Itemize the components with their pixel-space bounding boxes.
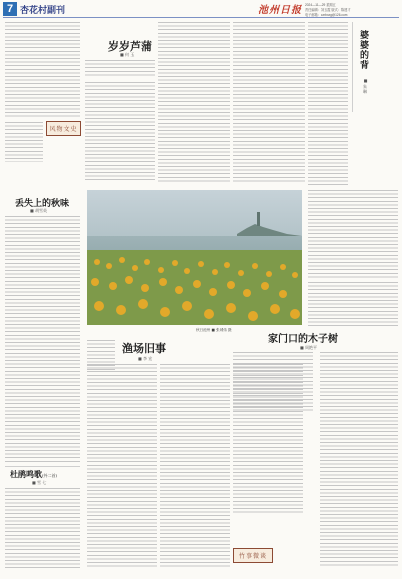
- date-line: 2024—11—29 星期五: [305, 3, 336, 7]
- column-text-suisui-b: [85, 82, 155, 182]
- scenic-photo: [87, 190, 302, 325]
- lake-flowers-image: [87, 190, 302, 325]
- column-text-yuchang-c: [160, 364, 230, 569]
- paper-logo: 池州日报: [258, 5, 302, 16]
- column-text-yuchang-b: [87, 364, 157, 569]
- section-divider: [5, 466, 80, 467]
- column-text-qiutian: [5, 216, 80, 463]
- photo-caption: 秋日池州 ■ 张城伟 摄: [196, 328, 232, 332]
- editor-line: 责任编辑：刘玉霞 版式：陈建才: [305, 8, 351, 12]
- column-text-poem-c: [308, 282, 398, 326]
- column-text-left-top: [5, 22, 80, 118]
- column-divider: [352, 22, 353, 112]
- column-text-muzishu-b: [320, 352, 398, 567]
- section-title: 杏花村副刊: [20, 6, 66, 16]
- column-text-poem-b: [308, 190, 398, 280]
- column-text-muzishu-a: [233, 352, 313, 412]
- article-title-suisui: 岁岁芦蒲: [108, 40, 152, 53]
- page-number: 7: [3, 2, 17, 16]
- column-text-suisui-d: [233, 22, 305, 184]
- byline-muzishu: ■ 周艳平: [300, 345, 318, 350]
- byline-yuchang: ■ 李 宏: [138, 356, 153, 361]
- byline-qiutian: ■ 胡雪英: [30, 208, 48, 213]
- article-title-yuchang: 渔场旧事: [122, 342, 166, 355]
- column-text-suisui-a: [85, 60, 155, 78]
- byline-dujuan: ■ 雪 七: [32, 480, 47, 485]
- article-title-qiutian: 丢失上的秋味: [15, 199, 70, 209]
- email-line: 电子邮箱：czrbxzg@126.com: [305, 13, 348, 17]
- article-title-muzishu: 家门口的木子树: [268, 334, 338, 345]
- column-text-suisui-c: [158, 22, 230, 184]
- column-text-dujuan: [5, 488, 80, 570]
- article-title-dujuan: 杜鹃鸣歌(外二首): [10, 469, 58, 479]
- column-text-left-mid: [5, 122, 43, 162]
- section-badge-fengwu: 风物文史: [46, 121, 81, 136]
- section-badge-zhushi: 竹事微谈: [233, 548, 273, 563]
- header-rule: [3, 17, 399, 18]
- byline-poem: ■ 朱 琳: [363, 78, 368, 94]
- article-title-poem: 婆婆的背: [358, 30, 368, 70]
- column-text-poem-a: [308, 22, 348, 187]
- byline-suisui: ■ 何 玉: [120, 52, 135, 57]
